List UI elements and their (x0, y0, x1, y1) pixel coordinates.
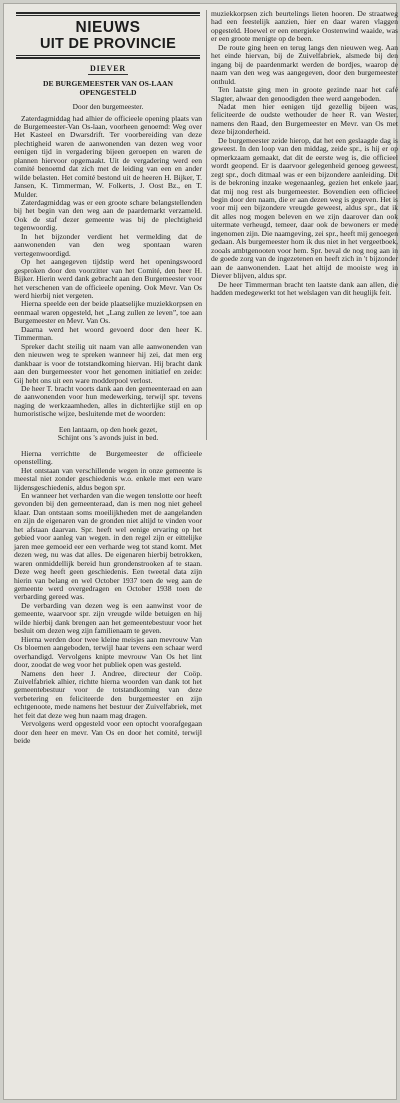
article-byline: Door den burgemeester. (72, 102, 144, 112)
article-body-part-2 (14, 450, 202, 746)
paragraph: Hierna verrichtte de Burgemeester de officieele openstelling. (14, 448, 202, 467)
paragraph: Hierna speelde een der beide plaatselijke muziekkorpsen en eenmaal waren opgesteld, het „Lang zullen ze leven”, toe aan Burgemeester en Mevr. Van Os. (14, 299, 202, 326)
paragraph: De verbarding van dezen weg is een aanwinst voor de gemeente, waarvoor spr. zijn vreugde wilde betuigen en hij wilde hierbij dank brengen aan het gemeentebestuur voor het besluit om dezen weg zijn familienaam te geven. (14, 600, 202, 636)
masthead-rule (16, 57, 200, 59)
paragraph: Namens den heer J. Andree, directeur der Coöp. Zuivelfabriek alhier, richtte hierna woorden van dank tot het gemeentebestuur voor de totstandkoming van deze verbetering en feliciteerde den burgemeester en zijn echtgenoote, mede namens het bestuur der Zuivelfabriek, met het feit dat deze weg hun naam mag dragen. (14, 668, 202, 720)
paragraph: Ten laatste ging men in groote gezinde naar het café Slagter, alwaar den genoodigden thee werd aangeboden. (211, 85, 398, 103)
article-headline: DE BURGEMEESTER VAN OS-LAAN OPENGESTELD (43, 79, 173, 98)
poem-line: Een lantaarn, op den hoek gezet, (58, 424, 158, 434)
right-column (211, 10, 398, 297)
paragraph: De route ging heen en terug langs den nieuwen weg. Aan het einde hiervan, bij de Zuivelfabriek, alsmede bij den ingang bij de paardenmarkt werden de bordjes, waarop de naam van den weg was aangegeven, door den burgemeester onthuld. (211, 42, 398, 86)
masthead-rule (16, 55, 200, 56)
paragraph: Spreker dacht steilig uit naam van alle aanwonenden van den nieuwen weg te spreken wanneer hij zei, dat men erg dankbaar is voor de totstandkoming hiervan. Hij bracht dank aan den burgemeester voor het genomen initiatief en zeide: Gij hebt ons uit een ware modderpool verlost. (14, 341, 202, 385)
paragraph: De heer Timmerman bracht ten laatste dank aan allen, die hadden medegewerkt tot het welslagen van dit heuglijk feit. (211, 279, 398, 297)
section-masthead (14, 12, 202, 59)
paragraph: In het bijzonder verdient het vermelding dat de aanwonenden van den weg spontaan waren vertegenwoordigd. (14, 231, 202, 258)
paragraph: Vervolgens werd opgesteld voor een optocht voorafgegaan door den heer en mevr. Van Os en door het comité, terwijl beide (14, 719, 202, 746)
paragraph: Zaterdagmiddag had alhier de officieele opening plaats van de Burgemeester-Van Os-laan, voorheen genoemd: Weg over Het Kasteel en Dwarsdrift. Ter voorbereiding van deze plechtigheid waren de aanwonenden van dezen weg voor eenigen tijd in vergadering bijeen geroepen en waren de plannen hiervoor opgemaakt. Uit de vergadering werd een comité benoemd dat zich met de leiding van een en ander wilde belasten. Het comité bestond uit de heeren H. Bijker, T. Jansen, K. Timmerman, W. Folkerts, J. Oost Bz., en T. Mulder. (14, 113, 202, 199)
paragraph: Het ontstaan van verschillende wegen in onze gemeente is meestal niet zonder geschiedenis w.o. enkele met een ware lijdensgeschiedenis, aldus begon spr. (14, 465, 202, 492)
masthead-rule (16, 12, 200, 14)
poem-line: Schijnt ons 's avonds juist in bed. (57, 433, 159, 443)
paragraph: En wanneer het verharden van die wegen tenslotte oor heeft gevonden bij den gemeenteraad, dan is men nog niet geheel klaar. Dan ontstaan soms moeilijkheden met de aangelanden en zijn de eigenaren van de gronden niet altijd te vinden voor het afstaan daarvan. Spr. heeft wel eenige ervaring op het gebied voor aanleg van wegen. in den regel zijn er eittelijke jaren mee gemoeid eer een verharde weg tot stand komt. Met dezen weg, nu was dat alles. De eigenaren hierbij betrokken, waren onmiddellijk bereid hun grondenstrooken af te staan. Deze weg heeft geen geschiedenis. Een tweetal data zijn hierin van belang en wel October 1937 toen de weg aan de gemeente werd overgedragen en October 1938 toen de verbarding gereed was. (14, 490, 202, 602)
paragraph: De heer T. bracht voorts dank aan den gemeenteraad en aan de aanwonenden voor hun medewerking, terwijl spr. tevens naging de werkzaamheden, alles in dichterlijke stijl en op humoristische wijze, besluitende met de woorden: (14, 384, 202, 419)
masthead-line-2: UIT DE PROVINCIE (39, 36, 177, 52)
paragraph: muziekkorpsen zich beurtelings lieten hooren. De straatweg had een feestelijk aanzien, hier en daar waren vlaggen opgesteld. Hoewel er een energieke Oostenwind waaide, was er een groote menigte op de been. (211, 9, 398, 44)
column-divider (206, 10, 207, 440)
dateline-place: DIEVER (90, 64, 126, 73)
left-column (14, 10, 202, 746)
paragraph: Op het aangegeven tijdstip werd het openingswoord gesproken door den voorzitter van het Comité, den heer H. Bijker. Hierin werd dank gebracht aan den Burgemeester voor het verschenen van de officieele opening. Ook Mevr. Van Os werd hierbij niet vergeten. (14, 257, 202, 301)
newspaper-clipping (3, 3, 397, 1100)
separator-rule (88, 74, 128, 75)
masthead-line-1: NIEUWS (75, 19, 141, 36)
paragraph: Hierna werden door twee kleine meisjes aan mevrouw Van Os bloemen aangeboden, terwijl haar tevens een schaar werd overhandigd. Vervolgens knipte mevrouw Van Os het lint door, zoodat de weg voor het publiek open was gesteld. (14, 634, 202, 670)
article-body-part-1 (14, 115, 202, 419)
masthead-rule (16, 15, 200, 16)
poem-quote (14, 426, 202, 443)
paragraph: Daarna werd het woord gevoerd door den heer K. Timmerman. (14, 324, 202, 343)
paragraph: Zaterdagmiddag was er een groote schare belangstellenden bij het begin van den weg aan de paardemarkt verzameld. Ook de staf dezer gemeente was bij de plechtigheid tegenwoordig. (14, 198, 202, 233)
paragraph: De burgemeester zeide hierop, dat het een geslaagde dag is geweest. In den loop van den middag, zeide spr., is hij er op opmerkzaam gemaakt, dat dit de eerste weg is, die officieel wordt geopend. Er is daarvoor gelegenheid genoeg geweest, zegt spr., doch ditmaal was er een bijzondere aanleiding. Dit is de bekroning inzake wegenaanleg, gezien het enkele jaar, dat mij nog rest als burgemeester. Bovendien een officieel begin door den naam, die er aan dezen weg is gegeven. Het is voor mij een bijzondere vreugde geweest, aldus spr., dat ik dit alles nog mogen beleven en we zijn daarover dan ook uitermate verheugd, temeer, daar ook de bewoners er mede ingenomen zijn. Die naamgeving, zei spr., heeft mij genoegen gedaan. Als burgemeester hom ik dus niet in het vergeetboek, zooals ambtgenooten voor hem. Spr. beval de nog nog aan in de goede zorg van de ingezetenen en heeft zich in 't bijzonder aan de aanwonenden. Laat het altijd de mooiste weg in Diever blijven, aldus spr. (211, 135, 398, 281)
paragraph: Nadat men hier eenigen tijd gezellig bijeen was, feliciteerde de oudste wethouder de heer R. van Wester, namens den Raad, den Burgemeester en Mevr. van Os met deze bijzonderheid. (211, 101, 398, 137)
